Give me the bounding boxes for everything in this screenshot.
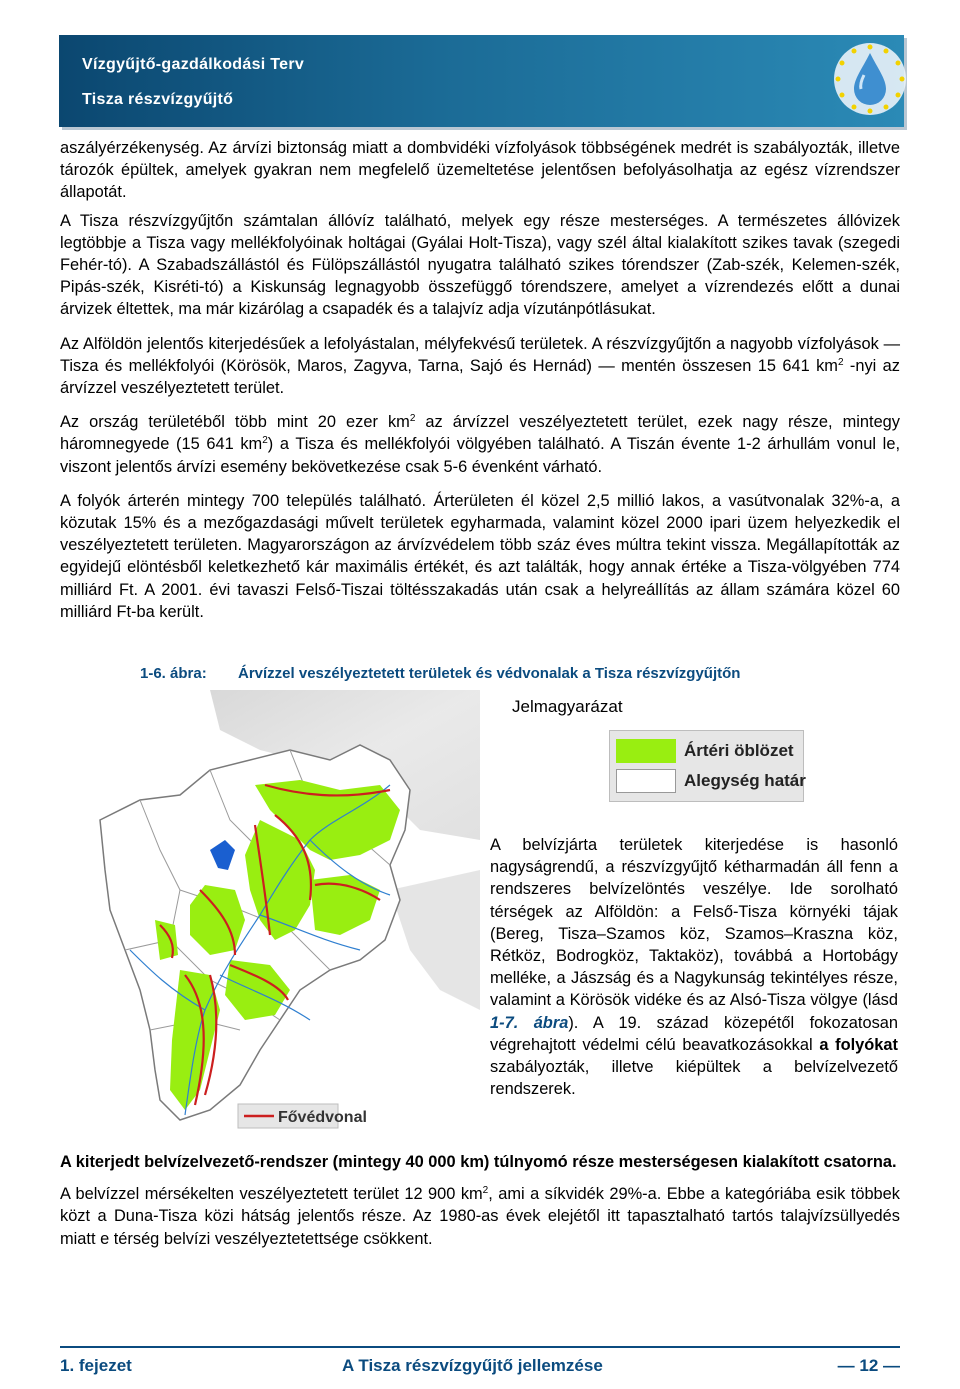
eu-water-drop-logo <box>804 39 912 123</box>
paragraph-last-b: , ami a síkvidék 29%-a. Ebbe a kategóriába esik többek közt a Duna-Tisza közi hátság jelentős része. Az 1980-as évek elejétől itt tapasztalható tartós talajvízsüllyedés miatt e térség belvízi veszélyeztetettsége csökkent. <box>60 1185 900 1248</box>
paragraph-4-a: Az ország területéből több mint 20 ezer km <box>60 413 410 432</box>
legend-swatch-green <box>616 739 676 763</box>
paragraph-4-c: ) a Tisza és mellékfolyói völgyében található. A Tiszán évente 1-2 árhullám vonul le, viszont jelentős árvízi esemény bekövetkezése csak 5-6 évenként várható. <box>60 435 900 476</box>
header-banner <box>59 35 904 127</box>
page-number: — 12 — <box>837 1356 900 1375</box>
figure-caption <box>140 665 740 682</box>
bold-paragraph: A kiterjedt belvízelvezető-rendszer (mintegy 40 000 km) túlnyomó része mesterségesen kialakított csatorna. <box>60 1153 897 1171</box>
figure-caption-text: Árvízzel veszélyeztetett területek és védvonalak a Tisza részvízgyűjtőn <box>238 665 741 682</box>
paragraph-last <box>60 1183 900 1250</box>
paragraph-3-a: Az Alföldön jelentős kiterjedésűek a lefolyástalan, mélyfekvésű területek. A részvízgyűjtőn a nagyobb vízfolyások — Tisza és mellékfolyói (Körösök, Maros, Zagyva, Tarna, Sajó és Hernád) — mentén összesen 15 641 km <box>60 334 900 375</box>
superscript-2: 2 <box>837 356 844 368</box>
map-legend <box>609 730 804 802</box>
superscript-2: 2 <box>482 1185 489 1197</box>
main-text <box>60 137 900 635</box>
figure-reference-link[interactable]: 1-7. ábra <box>490 1013 569 1032</box>
side-text-c: szabályozták, illetve kiépültek a belvízelvezető rendszerek. <box>490 1058 898 1099</box>
paragraph-1: aszályérzékenység. Az árvízi biztonság miatt a dombvidéki vízfolyások többségének medrét is szabályozták, illetve tározók épültek, amelyek gyakran nem megfelelő üzemeltetése jelentősen befolyásolhatja az egész vízrendszer állapotát. <box>60 139 900 202</box>
lower-text <box>60 1151 900 1260</box>
legend-title: Jelmagyarázat <box>512 697 623 716</box>
paragraph-2: A Tisza részvízgyűjtőn számtalan állóvíz található, melyek egy része mesterséges. A természetes állóvizek legtöbbje a Tisza vagy mellékfolyóinak holtágai (Gyálai Holt-Tisza), vagy szél által kialakított szikes tavak (szegedi Fehér-tó). A Szabadszállástól és Fülöpszállástól nyugatra található szikes tórendszer (Zab-szék, Kelemen-szék, Pipás-szék, Kisréti-tó) a Kiskunság legnagyobb összefüggő tórendszere, amelyet a vízrendezés előtt a dunai árvizek éltettek, ma már kizárólag a csapadék és a talajvíz adja vízutánpótlásukat. <box>60 211 900 319</box>
legend-swatch-white <box>616 769 676 793</box>
paragraph-3 <box>60 333 900 400</box>
side-text-a: A belvízjárta területek kiterjedése is hasonló nagyságrendű, a részvízgyűjtő kétharmadán áll fenn a rendszeres belvízelöntés veszélye. Ide sorolható térségek az Alföldön: a Felső-Tisza környéki tájak (Bereg, Tisza–Szamos köz, Szamos–Kraszna köz, Rétköz, Bodrogköz, Taktaköz), továbbá a Hortobágy melléke, a Jászság és a Nagykunság tekintélyes része, valamint a Körösök vidéke és az Alsó-Tisza völgye (lásd <box>490 836 898 1010</box>
paragraph-5: A folyók árterén mintegy 700 település található. Árterületen él közel 2,5 millió lakos, a vasútvonalak 32%-a, a közutak 15% és a mezőgazdasági művelt területek egyharmada, valamint közel 2000 ipari üzem helyezkedik el veszélyeztetett területen. Magyarországon az árvízvédelem több száz éves múltra tekint vissza. Megállapították az egyidejű elöntésből keletkezhető kár maximális értékét, és azt találták, hogy annak értéke a Tisza-völgyében 774 milliárd Ft. A 2001. évi tavaszi Felső-Tiszai töltésszakadás után csak a helyreállítás az állam számára közel 60 milliárd Ft-ba került. <box>60 491 900 621</box>
header-title: Vízgyűjtő-gazdálkodási Terv <box>82 56 305 73</box>
header-subtitle: Tisza részvízgyűjtő <box>82 91 234 108</box>
footer-rule <box>60 1346 900 1348</box>
paragraph-4-b: az árvízzel veszélyeztetett terület, ezek nagy része, mintegy háromnegyede (15 641 km <box>60 413 900 454</box>
superscript-2: 2 <box>409 413 416 425</box>
tisza-flood-map <box>60 690 480 1135</box>
side-paragraph <box>490 834 898 1100</box>
legend-label: Alegység határ <box>684 771 806 790</box>
figure-number: 1-6. ábra: <box>140 665 207 682</box>
page-footer <box>60 1356 900 1378</box>
paragraph-3-b: -nyi az árvízzel veszélyeztetett terület. <box>60 356 900 398</box>
paragraph-last-a: A belvízzel mérsékelten veszélyeztetett terület 12 900 km <box>60 1185 483 1204</box>
superscript-2: 2 <box>262 435 268 447</box>
side-bold-word: a folyókat <box>819 1035 898 1054</box>
legend-label: Ártéri öblözet <box>684 741 794 760</box>
side-text-b: ). A 19. század közepétől fokozatosan végrehajtott védelmi célú beavatkozásokkal <box>490 1013 898 1054</box>
paragraph-4 <box>60 411 900 478</box>
map-label-main-levee: Fővédvonal <box>278 1109 367 1126</box>
footer-title: A Tisza részvízgyűjtő jellemzése <box>342 1356 603 1375</box>
footer-chapter: 1. fejezet <box>60 1356 132 1375</box>
